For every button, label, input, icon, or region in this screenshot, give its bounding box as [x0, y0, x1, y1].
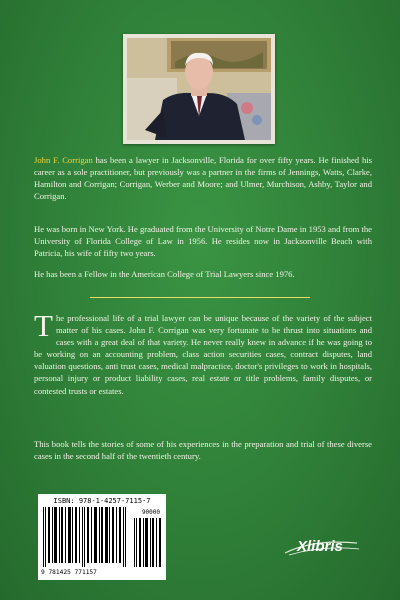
book-summary-paragraph: This book tells the stories of some of his experiences in the preparation and trial of these diverse cases in the second half of the twentieth century. [34, 439, 372, 462]
publisher-logo [283, 537, 361, 557]
drop-cap: T [34, 308, 53, 343]
price-barcode [132, 507, 163, 567]
birth-education-paragraph: He was born in New York. He graduated from the University of Notre Dame in 1953 and from the University of Florida College of Law in 1956. He resides now in Jacksonville Beach with Patricia, his wife of fifty two years. [34, 224, 372, 259]
author-bio-paragraph [34, 154, 372, 202]
author-name: John F. Corrigan [34, 155, 93, 165]
author-photo [127, 38, 271, 140]
book-description-text: he professional life of a trial lawyer can be unique because of the variety of the subject matter of his cases. John F. Corrigan was very fortunate to be thrust into situations and cases with a great deal of that variety. He never really knew in advance if he was going to be working on an accounting problem, class action securities cases, contract disputes, land valuation questions, anti trust cases, medical malpractice, doctor's privileges to work in hospitals, personal injury or product liability cases, real estate or title problems, family disputes, or contested trusts or estates. [34, 313, 372, 396]
book-description-paragraph [34, 308, 372, 397]
isbn-label: ISBN: 978-1-4257-7115-7 [53, 497, 151, 505]
publisher-name: Xlibris [297, 538, 343, 555]
barcode-box [38, 494, 166, 580]
author-bio-text: has been a lawyer in Jacksonville, Florida for over fifty years. He finished his career as a sole practitioner, but previously was a partner in the firms of Jennings, Watts, Clarke, Hamilton and Corrigan; Corrigan, Werber and Moore; and Ulmer, Murchison, Ashby, Taylor and Corrigan. [34, 155, 372, 202]
section-divider [90, 297, 310, 298]
fellowship-paragraph: He has been a Fellow in the American College of Trial Lawyers since 1976. [34, 269, 295, 279]
author-photo-frame [123, 34, 275, 144]
barcode-number: 9 781425 771157 [41, 569, 97, 576]
barcode-bars [41, 507, 131, 567]
price-code: 90000 [141, 509, 160, 516]
